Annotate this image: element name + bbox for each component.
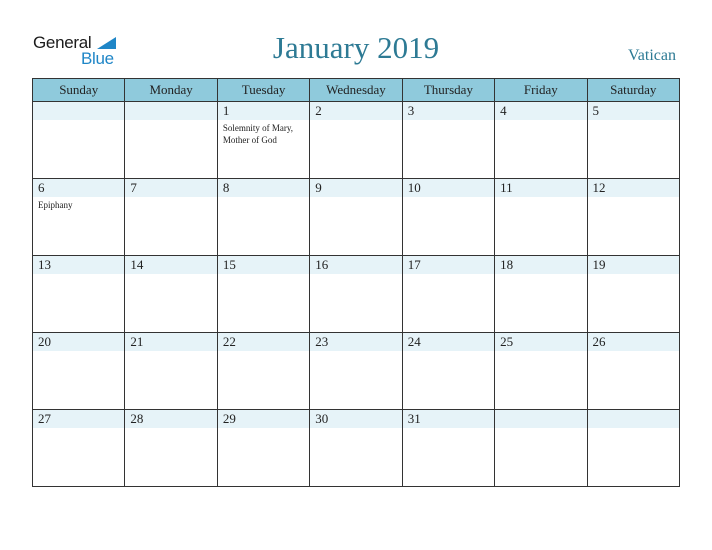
day-cell (125, 410, 217, 487)
calendar-title: January 2019 (272, 30, 440, 65)
week-row (33, 179, 680, 256)
day-cell (495, 256, 587, 333)
weekday-header: Monday (125, 79, 217, 102)
week-row (33, 333, 680, 410)
day-cell-band (403, 102, 494, 120)
day-cell (495, 410, 587, 487)
day-cell (217, 410, 309, 487)
day-cell (310, 102, 402, 179)
week-row (33, 256, 680, 333)
day-cell (125, 256, 217, 333)
day-cell-band (495, 102, 586, 120)
day-cell-band (218, 102, 309, 120)
day-number: 23 (315, 334, 329, 349)
week-row (33, 102, 680, 179)
day-number: 1 (222, 103, 230, 118)
day-number: 12 (592, 180, 606, 195)
day-cell (402, 102, 494, 179)
day-cell (310, 256, 402, 333)
day-cell (217, 256, 309, 333)
day-number: 21 (130, 334, 144, 349)
day-cell (402, 410, 494, 487)
weekday-header: Wednesday (310, 79, 402, 102)
weekday-header: Sunday (33, 79, 125, 102)
day-number: 29 (222, 411, 236, 426)
day-number: 20 (38, 334, 51, 349)
day-cell (587, 179, 679, 256)
day-number: 25 (500, 334, 514, 349)
day-cell (125, 333, 217, 410)
day-cell (402, 179, 494, 256)
day-cell (33, 256, 125, 333)
day-cell (402, 333, 494, 410)
logo-text-general: General (33, 33, 92, 52)
day-cell (217, 102, 309, 179)
day-cell (402, 256, 494, 333)
day-cell (33, 102, 125, 179)
day-number: 28 (130, 411, 144, 426)
day-cell (495, 102, 587, 179)
day-cell (125, 102, 217, 179)
holiday-label: Solemnity of Mary, Mother of God (222, 123, 294, 145)
day-cell (217, 333, 309, 410)
day-cell-band (218, 179, 309, 197)
day-number: 31 (407, 411, 421, 426)
day-number: 10 (407, 180, 421, 195)
day-number: 9 (315, 180, 322, 195)
day-cell (495, 179, 587, 256)
day-cell (587, 256, 679, 333)
day-number: 16 (315, 257, 329, 272)
weekday-header: Saturday (587, 79, 679, 102)
day-cell (33, 179, 125, 256)
day-number: 5 (592, 103, 600, 118)
day-number: 30 (315, 411, 329, 426)
day-cell (310, 179, 402, 256)
day-cell-band (495, 410, 586, 428)
day-cell (33, 410, 125, 487)
calendar-grid (32, 78, 680, 487)
day-cell-band (33, 179, 124, 197)
day-cell-band (125, 102, 216, 120)
weekday-header: Thursday (402, 79, 494, 102)
day-number: 8 (222, 180, 230, 195)
day-number: 2 (315, 103, 322, 118)
day-number: 13 (38, 257, 51, 272)
day-number: 22 (222, 334, 236, 349)
day-cell (587, 333, 679, 410)
day-cell (125, 179, 217, 256)
day-cell (495, 333, 587, 410)
day-number: 24 (407, 334, 421, 349)
day-cell (33, 333, 125, 410)
day-cell (310, 333, 402, 410)
day-number: 18 (500, 257, 514, 272)
day-number: 4 (500, 103, 507, 118)
day-number: 3 (407, 103, 415, 118)
day-cell (217, 179, 309, 256)
weekday-header: Friday (495, 79, 587, 102)
day-cell (310, 410, 402, 487)
day-number: 17 (407, 257, 421, 272)
day-cell-band (588, 102, 679, 120)
country-label: Vatican (628, 47, 676, 64)
holiday-label: Epiphany (38, 200, 73, 210)
weekday-header-row (33, 79, 680, 102)
day-number: 11 (500, 180, 513, 195)
weekday-header: Tuesday (217, 79, 309, 102)
day-number: 26 (592, 334, 606, 349)
day-cell-band (588, 410, 679, 428)
day-cell (587, 410, 679, 487)
day-cell-band (125, 179, 216, 197)
day-cell (587, 102, 679, 179)
day-cell-band (33, 102, 124, 120)
day-number: 6 (38, 180, 45, 195)
logo-text-blue: Blue (81, 49, 114, 68)
day-number: 14 (130, 257, 144, 272)
day-number: 7 (130, 180, 137, 195)
day-number: 15 (222, 257, 236, 272)
day-cell-band (310, 102, 401, 120)
day-number: 19 (592, 257, 606, 272)
day-number: 27 (38, 411, 51, 426)
week-row (33, 410, 680, 487)
day-cell-band (310, 179, 401, 197)
